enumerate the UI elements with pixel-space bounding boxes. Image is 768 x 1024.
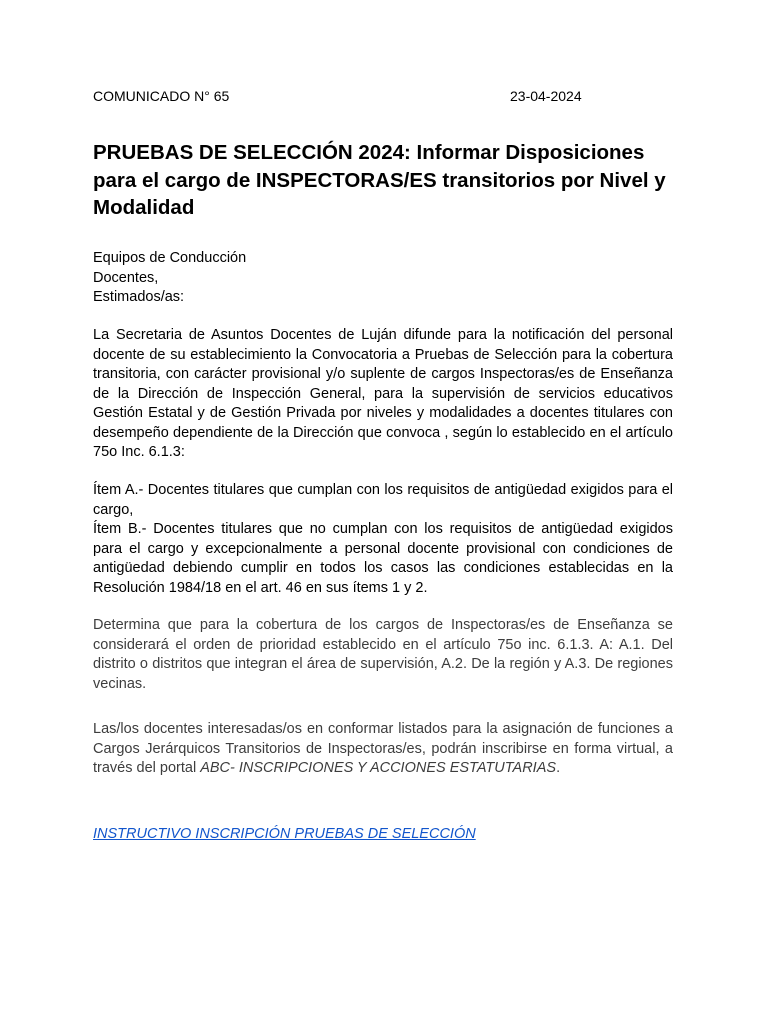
greeting-line: Equipos de Conducción (93, 250, 247, 266)
item-b: Ítem B.- Docentes titulares que no cumplan con los requisitos de antigüedad exigidos para el cargo y excepcionalmente a personal docente provisional con condiciones de antigüedad debiendo cumplir en todos los casos las condiciones establecidas en la Resolución 1984/18 en el art. 46 en sus ítems 1 y 2. (93, 521, 673, 596)
priority-paragraph: Determina que para la cobertura de los cargos de Inspectoras/es de Enseñanza se considerará el orden de prioridad establecido en el artículo 75o inc. 6.1.3. A: A.1. Del distrito o distritos que integran el área de supervisión, A.2. De la región y A.3. De regiones vecinas. (93, 617, 673, 692)
registration-paragraph (93, 720, 673, 779)
communique-number: COMUNICADO N° 65 (93, 88, 230, 104)
registration-end: . (556, 760, 561, 776)
intro-paragraph: La Secretaria de Asuntos Docentes de Luján difunde para la notificación del personal docente de su establecimiento la Convocatoria a Pruebas de Selección para la cobertura transitoria, con carácter provisional y/o suplente de cargos Inspectoras/es de Enseñanza de la Dirección de Inspección General, para la supervisión de servicios educativos Gestión Estatal y de Gestión Privada por niveles y modalidades a docentes titulares con desempeño dependiente de la Dirección que convoca , según lo establecido en el artículo 75o Inc. 6.1.3: (93, 327, 673, 460)
item-a: Ítem A.- Docentes titulares que cumplan con los requisitos de antigüedad exigidos para el cargo, (93, 482, 673, 518)
instructivo-link[interactable]: INSTRUCTIVO INSCRIPCIÓN PRUEBAS DE SELECCIÓN (93, 826, 476, 842)
communique-date: 23-04-2024 (510, 88, 582, 104)
greeting (93, 249, 246, 308)
portal-name: ABC- INSCRIPCIONES Y ACCIONES ESTATUTARIAS (200, 760, 557, 776)
greeting-line: Estimados/as: (93, 289, 185, 305)
registration-text: Las/los docentes interesadas/os en conformar listados para la asignación de funciones a Cargos Jerárquicos Transitorios de Inspectoras/es, podrán inscribirse en forma virtual, a través del portal (93, 721, 673, 776)
document-title: PRUEBAS DE SELECCIÓN 2024: Informar Disposiciones para el cargo de INSPECTORAS/ES transitorios por Nivel y Modalidad (93, 141, 666, 219)
greeting-line: Docentes, (93, 269, 159, 286)
items-paragraph (93, 481, 673, 598)
